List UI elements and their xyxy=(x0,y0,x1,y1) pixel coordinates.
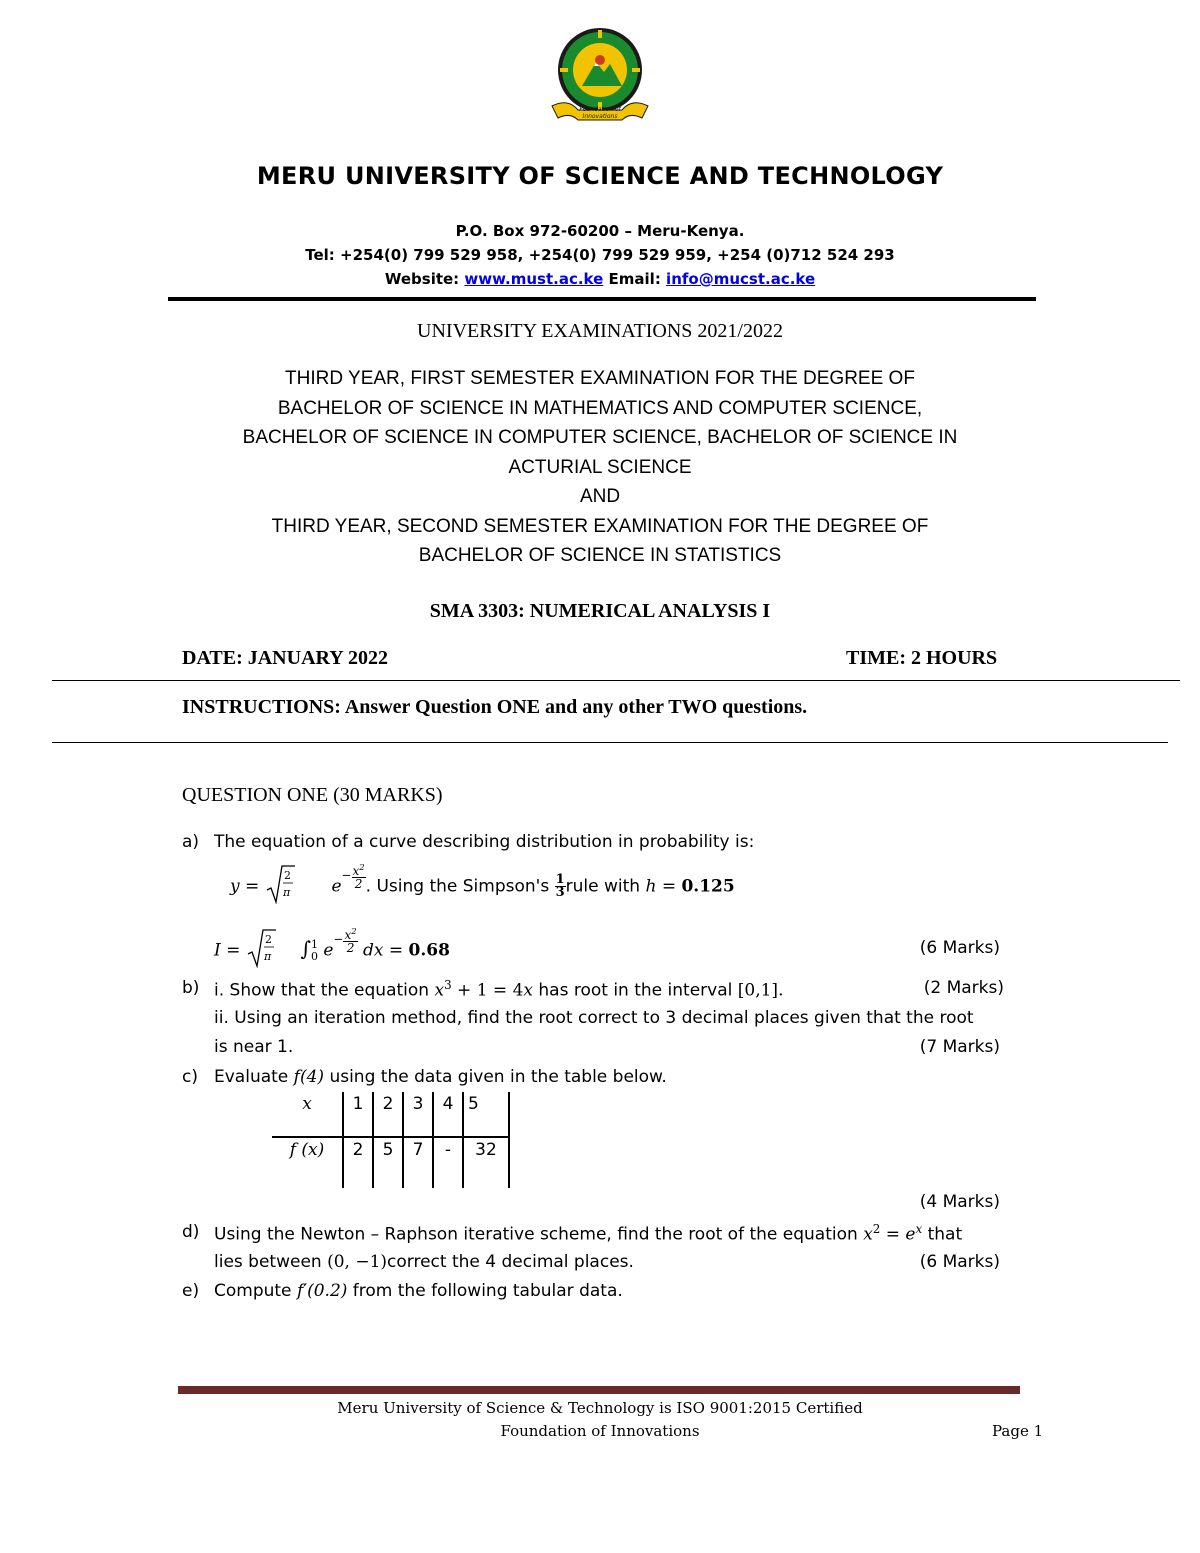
svg-text:2: 2 xyxy=(264,933,272,946)
question-one-heading: QUESTION ONE (30 MARKS) xyxy=(182,784,443,806)
instructions xyxy=(182,696,807,719)
logo-ribbon-text: Foundation of Innovations xyxy=(579,106,621,120)
degree-line: THIRD YEAR, FIRST SEMESTER EXAMINATION FOR THE DEGREE OF xyxy=(285,368,915,389)
footer-tagline: Foundation of Innovations xyxy=(500,1422,700,1440)
table-cell: 4 xyxy=(433,1092,463,1137)
email-link[interactable]: info@mucst.ac.ke xyxy=(666,270,816,288)
exam-date: DATE: JANUARY 2022 xyxy=(182,647,388,669)
question-b-label: b) xyxy=(182,978,200,998)
table-cell: 7 xyxy=(403,1137,433,1188)
website-link[interactable]: www.must.ac.ke xyxy=(464,270,604,288)
footer-iso-line: Meru University of Science & Technology is ISO 9001:2015 Certified xyxy=(337,1399,863,1417)
question-d-text: Using the Newton – Raphson iterative scheme, find the root of the equation $x^2 = e^x$ that xyxy=(214,1222,963,1245)
question-c-text: Evaluate f(4) using the data given in the table below. xyxy=(214,1067,667,1087)
email-label: Email: xyxy=(608,270,661,288)
university-logo xyxy=(538,26,662,128)
degree-line: BACHELOR OF SCIENCE IN STATISTICS xyxy=(418,545,782,566)
course-title: SMA 3303: NUMERICAL ANALYSIS I xyxy=(429,600,771,622)
table-cell: 2 xyxy=(373,1092,403,1137)
svg-text:2: 2 xyxy=(283,869,291,882)
exam-time: TIME: 2 HOURS xyxy=(846,647,998,669)
question-b-part-ii-cont: is near 1. xyxy=(214,1037,294,1057)
instructions-label: INSTRUCTIONS: xyxy=(182,696,341,718)
integral-icon: ∫ xyxy=(300,936,312,961)
degree-line: AND xyxy=(579,486,621,507)
one-third-fraction: $\frac{1}{3}$ xyxy=(555,872,565,900)
table-header-cell: f (x) xyxy=(272,1137,343,1188)
question-a-rule-text: rule with xyxy=(565,876,641,897)
question-c-label: c) xyxy=(182,1067,198,1087)
question-c-marks: (4 Marks) xyxy=(919,1192,1000,1212)
exam-title: UNIVERSITY EXAMINATIONS 2021/2022 xyxy=(417,320,783,342)
website-label: Website: xyxy=(384,270,460,288)
question-a-marks: (6 Marks) xyxy=(919,938,1000,958)
instructions-rule xyxy=(52,742,1168,743)
question-a-h-value: 0.125 xyxy=(681,876,735,897)
table-cell: 3 xyxy=(403,1092,433,1137)
footer-rule xyxy=(178,1386,1020,1394)
sqrt-icon xyxy=(246,928,276,973)
degree-line: BACHELOR OF SCIENCE IN COMPUTER SCIENCE, BACHELOR OF SCIENCE IN xyxy=(242,427,958,448)
question-d-marks: (6 Marks) xyxy=(919,1252,1000,1272)
website-email-line xyxy=(0,270,1200,288)
svg-text:π: π xyxy=(263,950,272,963)
table-header-cell: x xyxy=(272,1092,343,1137)
question-a-text: The equation of a curve describing distribution in probability is: xyxy=(214,832,755,852)
question-c-table xyxy=(272,1092,510,1188)
degree-line: THIRD YEAR, SECOND SEMESTER EXAMINATION FOR THE DEGREE OF xyxy=(271,515,929,537)
university-name: MERU UNIVERSITY OF SCIENCE AND TECHNOLOGY xyxy=(256,162,944,190)
header-rule xyxy=(168,297,1036,301)
question-b-part-i: i. Show that the equation $x^3 + 1 = 4x$ has root in the interval [0,1]. xyxy=(214,978,784,1001)
question-a-using-text: . Using the Simpson's xyxy=(365,876,550,897)
page-number: Page 1 xyxy=(992,1422,1044,1440)
question-b-ii-marks: (7 Marks) xyxy=(919,1037,1000,1057)
question-e-label: e) xyxy=(182,1281,200,1301)
question-a-equation-y: y = 2 π $e^{- \frac{x^2}{2}}$ . Using the Simpson's $\frac{1}{3}$ rule with h = 0.125 xyxy=(230,864,735,909)
table-cell: 1 xyxy=(343,1092,373,1137)
degree-line: BACHELOR OF SCIENCE IN MATHEMATICS AND COMPUTER SCIENCE, xyxy=(277,397,923,419)
table-cell: - xyxy=(433,1137,463,1188)
question-d-text-cont: lies between (0, −1)correct the 4 decimal places. xyxy=(214,1252,634,1272)
date-rule xyxy=(52,680,1180,681)
question-b-part-ii: ii. Using an iteration method, find the root correct to 3 decimal places given that the root xyxy=(214,1008,974,1028)
question-a-integral-value: 0.68 xyxy=(408,940,450,961)
degree-block xyxy=(0,364,1200,571)
question-d-label: d) xyxy=(182,1222,200,1242)
question-a-label: a) xyxy=(182,832,200,852)
svg-text:π: π xyxy=(282,886,290,899)
question-b-i-marks: (2 Marks) xyxy=(923,978,1004,998)
degree-line: ACTURIAL SCIENCE xyxy=(508,456,692,478)
table-cell: 2 xyxy=(343,1137,373,1188)
table-cell: 5 xyxy=(463,1092,509,1137)
question-e-text: Compute f′(0.2) from the following tabular data. xyxy=(214,1281,623,1301)
postal-address: P.O. Box 972-60200 – Meru-Kenya. xyxy=(455,222,745,240)
telephone-numbers: Tel: +254(0) 799 529 958, +254(0) 799 529 959, +254 (0)712 524 293 xyxy=(305,246,895,264)
sqrt-icon xyxy=(265,864,295,909)
table-cell: 5 xyxy=(373,1137,403,1188)
instructions-text: Answer Question ONE and any other TWO questions. xyxy=(344,696,808,718)
question-a-integral: I = 2 π ∫ 1 0 $e^{- \frac{x^2}{2}}$ dx = 0.68 xyxy=(214,928,450,973)
table-cell: 32 xyxy=(463,1137,509,1188)
